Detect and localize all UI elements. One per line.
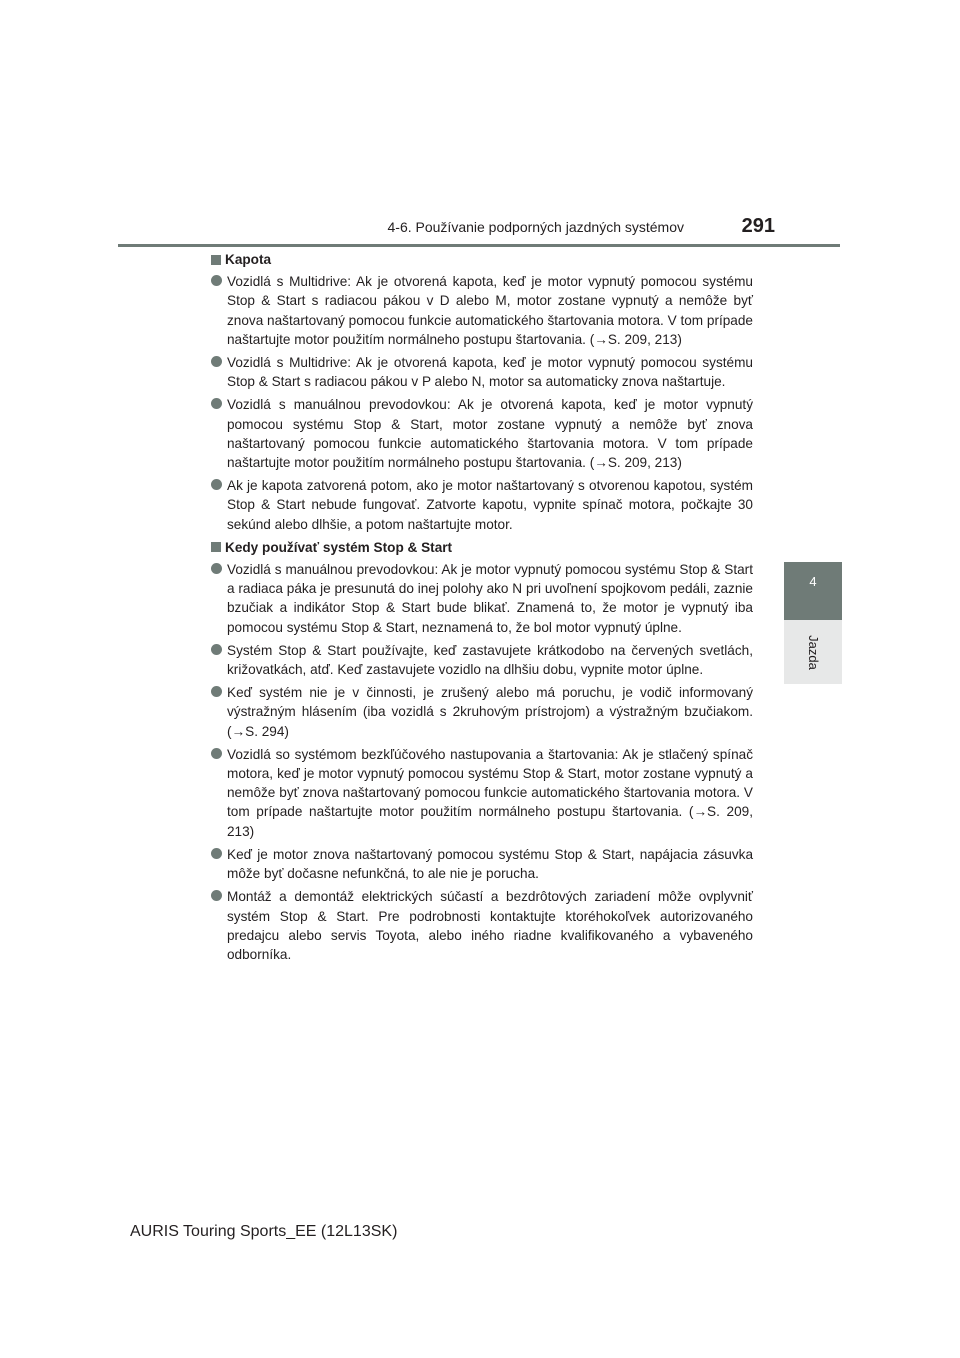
circle-bullet-icon <box>211 275 222 286</box>
list-item <box>211 745 753 841</box>
footer-model-code: AURIS Touring Sports_EE (12L13SK) <box>130 1223 398 1240</box>
list-item-text: Vozidlá s Multidrive: Ak je otvorená kapota, keď je motor vypnutý pomocou systému Stop & Start s radiacou pákou v P alebo N, motor sa automaticky znova naštartuje. <box>227 355 753 390</box>
page-number: 291 <box>741 215 775 237</box>
list-item <box>211 560 753 637</box>
list-item <box>211 272 753 349</box>
list-item <box>211 641 753 679</box>
circle-bullet-icon <box>211 479 222 490</box>
section-heading <box>211 538 753 557</box>
circle-bullet-icon <box>211 686 222 697</box>
section-heading-text: Kedy používať systém Stop & Start <box>225 539 453 555</box>
list-item-text: Keď systém nie je v činnosti, je zrušený alebo má poruchu, je vodič informovaný výstražným hlásením (iba vozidlá s 2kruhovým prístrojom) a výstražným bzučiakom. (→S. 294) <box>227 685 753 739</box>
list-item-text: Ak je kapota zatvorená potom, ako je motor naštartovaný s otvorenou kapotou, systém Stop & Start nebude fungovať. Zatvorte kapotu, vypnite spínač motora, počkajte 30 sekúnd alebo dlhšie, a potom naštartujte motor. <box>227 478 753 532</box>
square-bullet-icon <box>211 542 221 552</box>
circle-bullet-icon <box>211 356 222 367</box>
circle-bullet-icon <box>211 748 222 759</box>
section-title: 4-6. Používanie podporných jazdných systémov <box>387 219 684 235</box>
circle-bullet-icon <box>211 848 222 859</box>
list-item <box>211 683 753 741</box>
circle-bullet-icon <box>211 563 222 574</box>
circle-bullet-icon <box>211 398 222 409</box>
chapter-tab-label <box>784 620 842 684</box>
header-divider <box>118 244 840 247</box>
list-item-text: Vozidlá s manuálnou prevodovkou: Ak je motor vypnutý pomocou systému Stop & Start a radiaca páka je presunutá do inej polohy ako N pri uvoľnení spojkovom pedáli, zaznie bzučiak a indikátor Stop & Start bude blikať. Znamená to, že motor je vypnutý iba pomocou systému Stop & Start, neznamená to, že bol motor vypnutý úplne. <box>227 562 753 635</box>
list-item <box>211 476 753 534</box>
list-item-text: Vozidlá so systémom bezkľúčového nastupovania a štartovania: Ak je stlačený spínač motora, keď je motor vypnutý pomocou systému Stop & Start, motor zostane vypnutý a nemôže byť znova naštartovaný pomocou funkcie automatického štartovania motora. V tom prípade naštartujte motor použitím normálneho postupu štartovania. (→S. 209, 213) <box>227 746 753 839</box>
section-kapota <box>211 250 753 534</box>
section-stop-start <box>211 538 753 964</box>
chapter-tab-number: 4 <box>784 562 842 620</box>
section-heading-text: Kapota <box>225 252 272 267</box>
list-item <box>211 395 753 472</box>
list-item <box>211 353 753 391</box>
square-bullet-icon <box>211 255 221 265</box>
list-item <box>211 845 753 883</box>
list-item-text: Montáž a demontáž elektrických súčastí a bezdrôtových zariadení môže ovplyvniť systém Stop & Start. Pre podrobnosti kontaktujte ktoréhokoľvek autorizovaného predajcu alebo servis Toyota, alebo iného riadne kvalifikovaného a vybaveného odborníka. <box>227 889 753 962</box>
circle-bullet-icon <box>211 644 222 655</box>
section-heading <box>211 250 753 269</box>
page-content <box>211 250 753 968</box>
list-item-text: Vozidlá s Multidrive: Ak je otvorená kapota, keď je motor vypnutý pomocou systému Stop & Start s radiacou pákou v D alebo M, motor zostane vypnutý a nemôže byť znova naštartovaný pomocou funkcie automatického štartovania motora. V tom prípade naštartujte motor použitím normálneho postupu štartovania. (→S. 209, 213) <box>227 274 753 347</box>
list-item-text: Keď je motor znova naštartovaný pomocou systému Stop & Start, napájacia zásuvka môže byť dočasne nefunkčná, to ale nie je porucha. <box>227 846 753 882</box>
list-item-text: Vozidlá s manuálnou prevodovkou: Ak je otvorená kapota, keď je motor vypnutý pomocou systému Stop & Start, motor zostane vypnutý a nemôže byť znova naštartovaný pomocou funkcie automatického štartovania motora. V tom prípade naštartujte motor použitím normálneho postupu štartovania. (→S. 209, 213) <box>227 397 753 471</box>
circle-bullet-icon <box>211 890 222 901</box>
chapter-label-text: Jazda <box>805 634 821 670</box>
list-item-text: Systém Stop & Start používajte, keď zastavujete krátkodobo na červených svetlách, križovatkách, atď. Keď zastavujete vozidlo na dlhšiu dobu, vypnite motor úplne. <box>227 642 753 678</box>
list-item <box>211 887 753 964</box>
